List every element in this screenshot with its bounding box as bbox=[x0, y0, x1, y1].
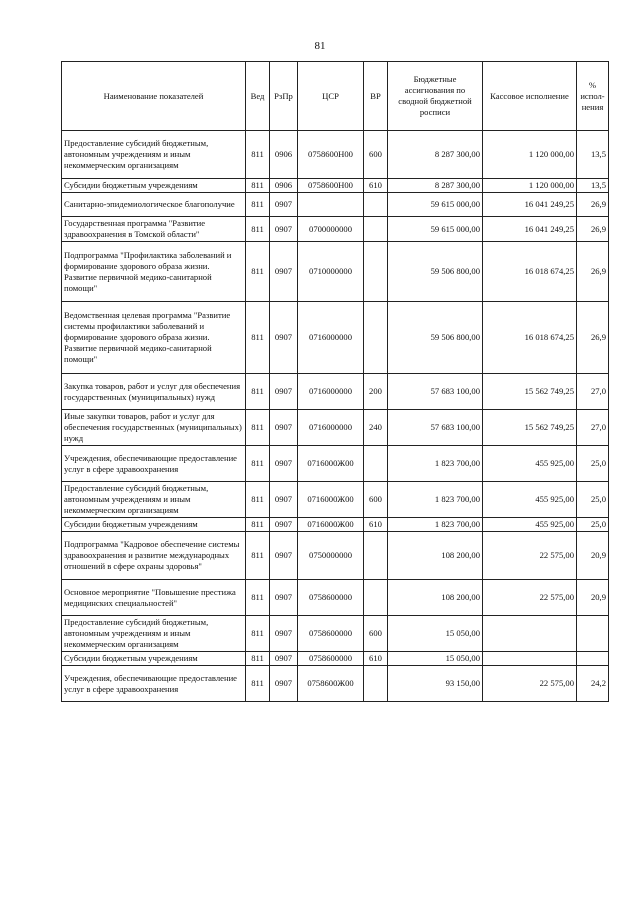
table-row bbox=[62, 374, 609, 410]
row-assignments: 1 823 700,00 bbox=[388, 446, 483, 482]
row-assignments: 15 050,00 bbox=[388, 616, 483, 652]
row-cash-execution: 15 562 749,25 bbox=[483, 410, 577, 446]
row-assignments: 8 287 300,00 bbox=[388, 179, 483, 193]
row-assignments: 59 506 800,00 bbox=[388, 242, 483, 302]
row-assignments: 93 150,00 bbox=[388, 666, 483, 702]
row-csr: 0750000000 bbox=[298, 532, 364, 580]
row-csr: 0758600Ж00 bbox=[298, 666, 364, 702]
table-row bbox=[62, 193, 609, 217]
row-percent: 13,5 bbox=[577, 131, 609, 179]
table-row bbox=[62, 580, 609, 616]
row-name: Предоставление субсидий бюджетным, автономным учреждениям и иным некоммерческим организациям bbox=[62, 131, 246, 179]
row-percent: 24,2 bbox=[577, 666, 609, 702]
row-cash-execution: 455 925,00 bbox=[483, 518, 577, 532]
row-csr: 0700000000 bbox=[298, 217, 364, 242]
row-ved: 811 bbox=[246, 446, 270, 482]
row-vr bbox=[364, 242, 388, 302]
row-name: Подпрограмма "Профилактика заболеваний и формирование здорового образа жизни. Развитие первичной медико-санитарной помощи" bbox=[62, 242, 246, 302]
table-row bbox=[62, 131, 609, 179]
table-row bbox=[62, 482, 609, 518]
row-ved: 811 bbox=[246, 580, 270, 616]
row-rzpr: 0907 bbox=[270, 666, 298, 702]
row-cash-execution: 22 575,00 bbox=[483, 666, 577, 702]
row-name: Ведомственная целевая программа "Развитие системы профилактики заболеваний и формирование здорового образа жизни. Развитие первичной медико-санитарной помощи" bbox=[62, 302, 246, 374]
header-cash-execution: Кассовое исполнение bbox=[483, 62, 577, 131]
row-vr: 200 bbox=[364, 374, 388, 410]
header-rzpr: РзПр bbox=[270, 62, 298, 131]
row-rzpr: 0907 bbox=[270, 446, 298, 482]
row-percent bbox=[577, 652, 609, 666]
row-rzpr: 0907 bbox=[270, 410, 298, 446]
row-percent: 13,5 bbox=[577, 179, 609, 193]
row-percent: 26,9 bbox=[577, 193, 609, 217]
row-vr bbox=[364, 580, 388, 616]
row-rzpr: 0907 bbox=[270, 217, 298, 242]
table-row bbox=[62, 532, 609, 580]
row-vr bbox=[364, 302, 388, 374]
row-ved: 811 bbox=[246, 410, 270, 446]
row-csr: 0758600000 bbox=[298, 652, 364, 666]
row-rzpr: 0907 bbox=[270, 518, 298, 532]
row-ved: 811 bbox=[246, 217, 270, 242]
row-rzpr: 0907 bbox=[270, 580, 298, 616]
row-vr bbox=[364, 217, 388, 242]
row-cash-execution bbox=[483, 616, 577, 652]
row-cash-execution: 15 562 749,25 bbox=[483, 374, 577, 410]
header-vr: ВР bbox=[364, 62, 388, 131]
row-percent: 25,0 bbox=[577, 482, 609, 518]
row-percent bbox=[577, 616, 609, 652]
row-name: Учреждения, обеспечивающие предоставление услуг в сфере здравоохранения bbox=[62, 666, 246, 702]
row-cash-execution: 16 041 249,25 bbox=[483, 193, 577, 217]
row-vr: 240 bbox=[364, 410, 388, 446]
row-csr bbox=[298, 193, 364, 217]
row-percent: 25,0 bbox=[577, 446, 609, 482]
row-assignments: 15 050,00 bbox=[388, 652, 483, 666]
row-assignments: 1 823 700,00 bbox=[388, 518, 483, 532]
row-vr: 600 bbox=[364, 616, 388, 652]
row-assignments: 57 683 100,00 bbox=[388, 374, 483, 410]
row-csr: 0758600Н00 bbox=[298, 179, 364, 193]
table-row bbox=[62, 666, 609, 702]
row-csr: 0716000000 bbox=[298, 374, 364, 410]
row-name: Субсидии бюджетным учреждениям bbox=[62, 518, 246, 532]
budget-table bbox=[61, 61, 609, 702]
row-csr: 0758600Н00 bbox=[298, 131, 364, 179]
row-vr: 610 bbox=[364, 518, 388, 532]
row-percent: 26,9 bbox=[577, 302, 609, 374]
row-assignments: 108 200,00 bbox=[388, 580, 483, 616]
row-csr: 0758600000 bbox=[298, 616, 364, 652]
row-rzpr: 0907 bbox=[270, 616, 298, 652]
row-vr: 610 bbox=[364, 179, 388, 193]
row-assignments: 108 200,00 bbox=[388, 532, 483, 580]
row-percent: 20,9 bbox=[577, 532, 609, 580]
row-percent: 26,9 bbox=[577, 242, 609, 302]
table-row bbox=[62, 518, 609, 532]
table-row bbox=[62, 179, 609, 193]
row-csr: 0716000000 bbox=[298, 302, 364, 374]
row-vr bbox=[364, 446, 388, 482]
table-row bbox=[62, 652, 609, 666]
row-percent: 25,0 bbox=[577, 518, 609, 532]
row-percent: 26,9 bbox=[577, 217, 609, 242]
row-ved: 811 bbox=[246, 666, 270, 702]
row-ved: 811 bbox=[246, 302, 270, 374]
row-cash-execution: 1 120 000,00 bbox=[483, 179, 577, 193]
row-cash-execution: 455 925,00 bbox=[483, 482, 577, 518]
row-vr bbox=[364, 666, 388, 702]
row-rzpr: 0907 bbox=[270, 482, 298, 518]
header-csr: ЦСР bbox=[298, 62, 364, 131]
row-csr: 0716000Ж00 bbox=[298, 482, 364, 518]
row-ved: 811 bbox=[246, 518, 270, 532]
row-vr: 610 bbox=[364, 652, 388, 666]
row-rzpr: 0907 bbox=[270, 242, 298, 302]
row-name: Подпрограмма "Кадровое обеспечение системы здравоохранения и развитие международных отношений в сфере охраны здоровья" bbox=[62, 532, 246, 580]
row-ved: 811 bbox=[246, 616, 270, 652]
row-name: Иные закупки товаров, работ и услуг для обеспечения государственных (муниципальных) нужд bbox=[62, 410, 246, 446]
row-percent: 20,9 bbox=[577, 580, 609, 616]
row-csr: 0716000Ж00 bbox=[298, 518, 364, 532]
row-name: Субсидии бюджетным учреждениям bbox=[62, 652, 246, 666]
table-body bbox=[62, 131, 609, 702]
row-name: Учреждения, обеспечивающие предоставление услуг в сфере здравоохранения bbox=[62, 446, 246, 482]
row-name: Закупка товаров, работ и услуг для обеспечения государственных (муниципальных) нужд bbox=[62, 374, 246, 410]
row-csr: 0710000000 bbox=[298, 242, 364, 302]
row-name: Предоставление субсидий бюджетным, автономным учреждениям и иным некоммерческим организациям bbox=[62, 482, 246, 518]
page-number: 81 bbox=[314, 40, 326, 52]
row-ved: 811 bbox=[246, 482, 270, 518]
row-ved: 811 bbox=[246, 193, 270, 217]
row-percent: 27,0 bbox=[577, 410, 609, 446]
row-rzpr: 0907 bbox=[270, 193, 298, 217]
table-row bbox=[62, 242, 609, 302]
table-row bbox=[62, 217, 609, 242]
row-rzpr: 0907 bbox=[270, 374, 298, 410]
row-cash-execution: 22 575,00 bbox=[483, 532, 577, 580]
row-vr bbox=[364, 532, 388, 580]
row-rzpr: 0907 bbox=[270, 302, 298, 374]
row-cash-execution: 16 018 674,25 bbox=[483, 302, 577, 374]
row-cash-execution: 1 120 000,00 bbox=[483, 131, 577, 179]
row-vr bbox=[364, 193, 388, 217]
row-name: Государственная программа "Развитие здравоохранения в Томской области" bbox=[62, 217, 246, 242]
row-assignments: 59 615 000,00 bbox=[388, 217, 483, 242]
table-row bbox=[62, 410, 609, 446]
row-assignments: 59 615 000,00 bbox=[388, 193, 483, 217]
header-ved: Вед bbox=[246, 62, 270, 131]
row-rzpr: 0906 bbox=[270, 131, 298, 179]
row-rzpr: 0906 bbox=[270, 179, 298, 193]
row-vr: 600 bbox=[364, 131, 388, 179]
row-name: Субсидии бюджетным учреждениям bbox=[62, 179, 246, 193]
table-row bbox=[62, 446, 609, 482]
row-name: Санитарно-эпидемиологическое благополучие bbox=[62, 193, 246, 217]
row-csr: 0716000Ж00 bbox=[298, 446, 364, 482]
header-assignments: Бюджетные ассигнования по сводной бюджетной росписи bbox=[388, 62, 483, 131]
row-vr: 600 bbox=[364, 482, 388, 518]
table-header-row bbox=[62, 62, 609, 131]
row-ved: 811 bbox=[246, 374, 270, 410]
row-assignments: 57 683 100,00 bbox=[388, 410, 483, 446]
row-csr: 0758600000 bbox=[298, 580, 364, 616]
row-name: Основное мероприятие "Повышение престижа медицинских специальностей" bbox=[62, 580, 246, 616]
row-cash-execution: 22 575,00 bbox=[483, 580, 577, 616]
header-percent: % испол-нения bbox=[577, 62, 609, 131]
row-cash-execution bbox=[483, 652, 577, 666]
row-assignments: 59 506 800,00 bbox=[388, 302, 483, 374]
row-assignments: 1 823 700,00 bbox=[388, 482, 483, 518]
row-csr: 0716000000 bbox=[298, 410, 364, 446]
row-assignments: 8 287 300,00 bbox=[388, 131, 483, 179]
row-ved: 811 bbox=[246, 179, 270, 193]
row-name: Предоставление субсидий бюджетным, автономным учреждениям и иным некоммерческим организациям bbox=[62, 616, 246, 652]
table-row bbox=[62, 616, 609, 652]
row-ved: 811 bbox=[246, 532, 270, 580]
row-percent: 27,0 bbox=[577, 374, 609, 410]
row-ved: 811 bbox=[246, 131, 270, 179]
row-cash-execution: 16 018 674,25 bbox=[483, 242, 577, 302]
header-name: Наименование показателей bbox=[62, 62, 246, 131]
row-rzpr: 0907 bbox=[270, 532, 298, 580]
row-cash-execution: 16 041 249,25 bbox=[483, 217, 577, 242]
row-rzpr: 0907 bbox=[270, 652, 298, 666]
row-ved: 811 bbox=[246, 652, 270, 666]
row-cash-execution: 455 925,00 bbox=[483, 446, 577, 482]
table-row bbox=[62, 302, 609, 374]
row-ved: 811 bbox=[246, 242, 270, 302]
